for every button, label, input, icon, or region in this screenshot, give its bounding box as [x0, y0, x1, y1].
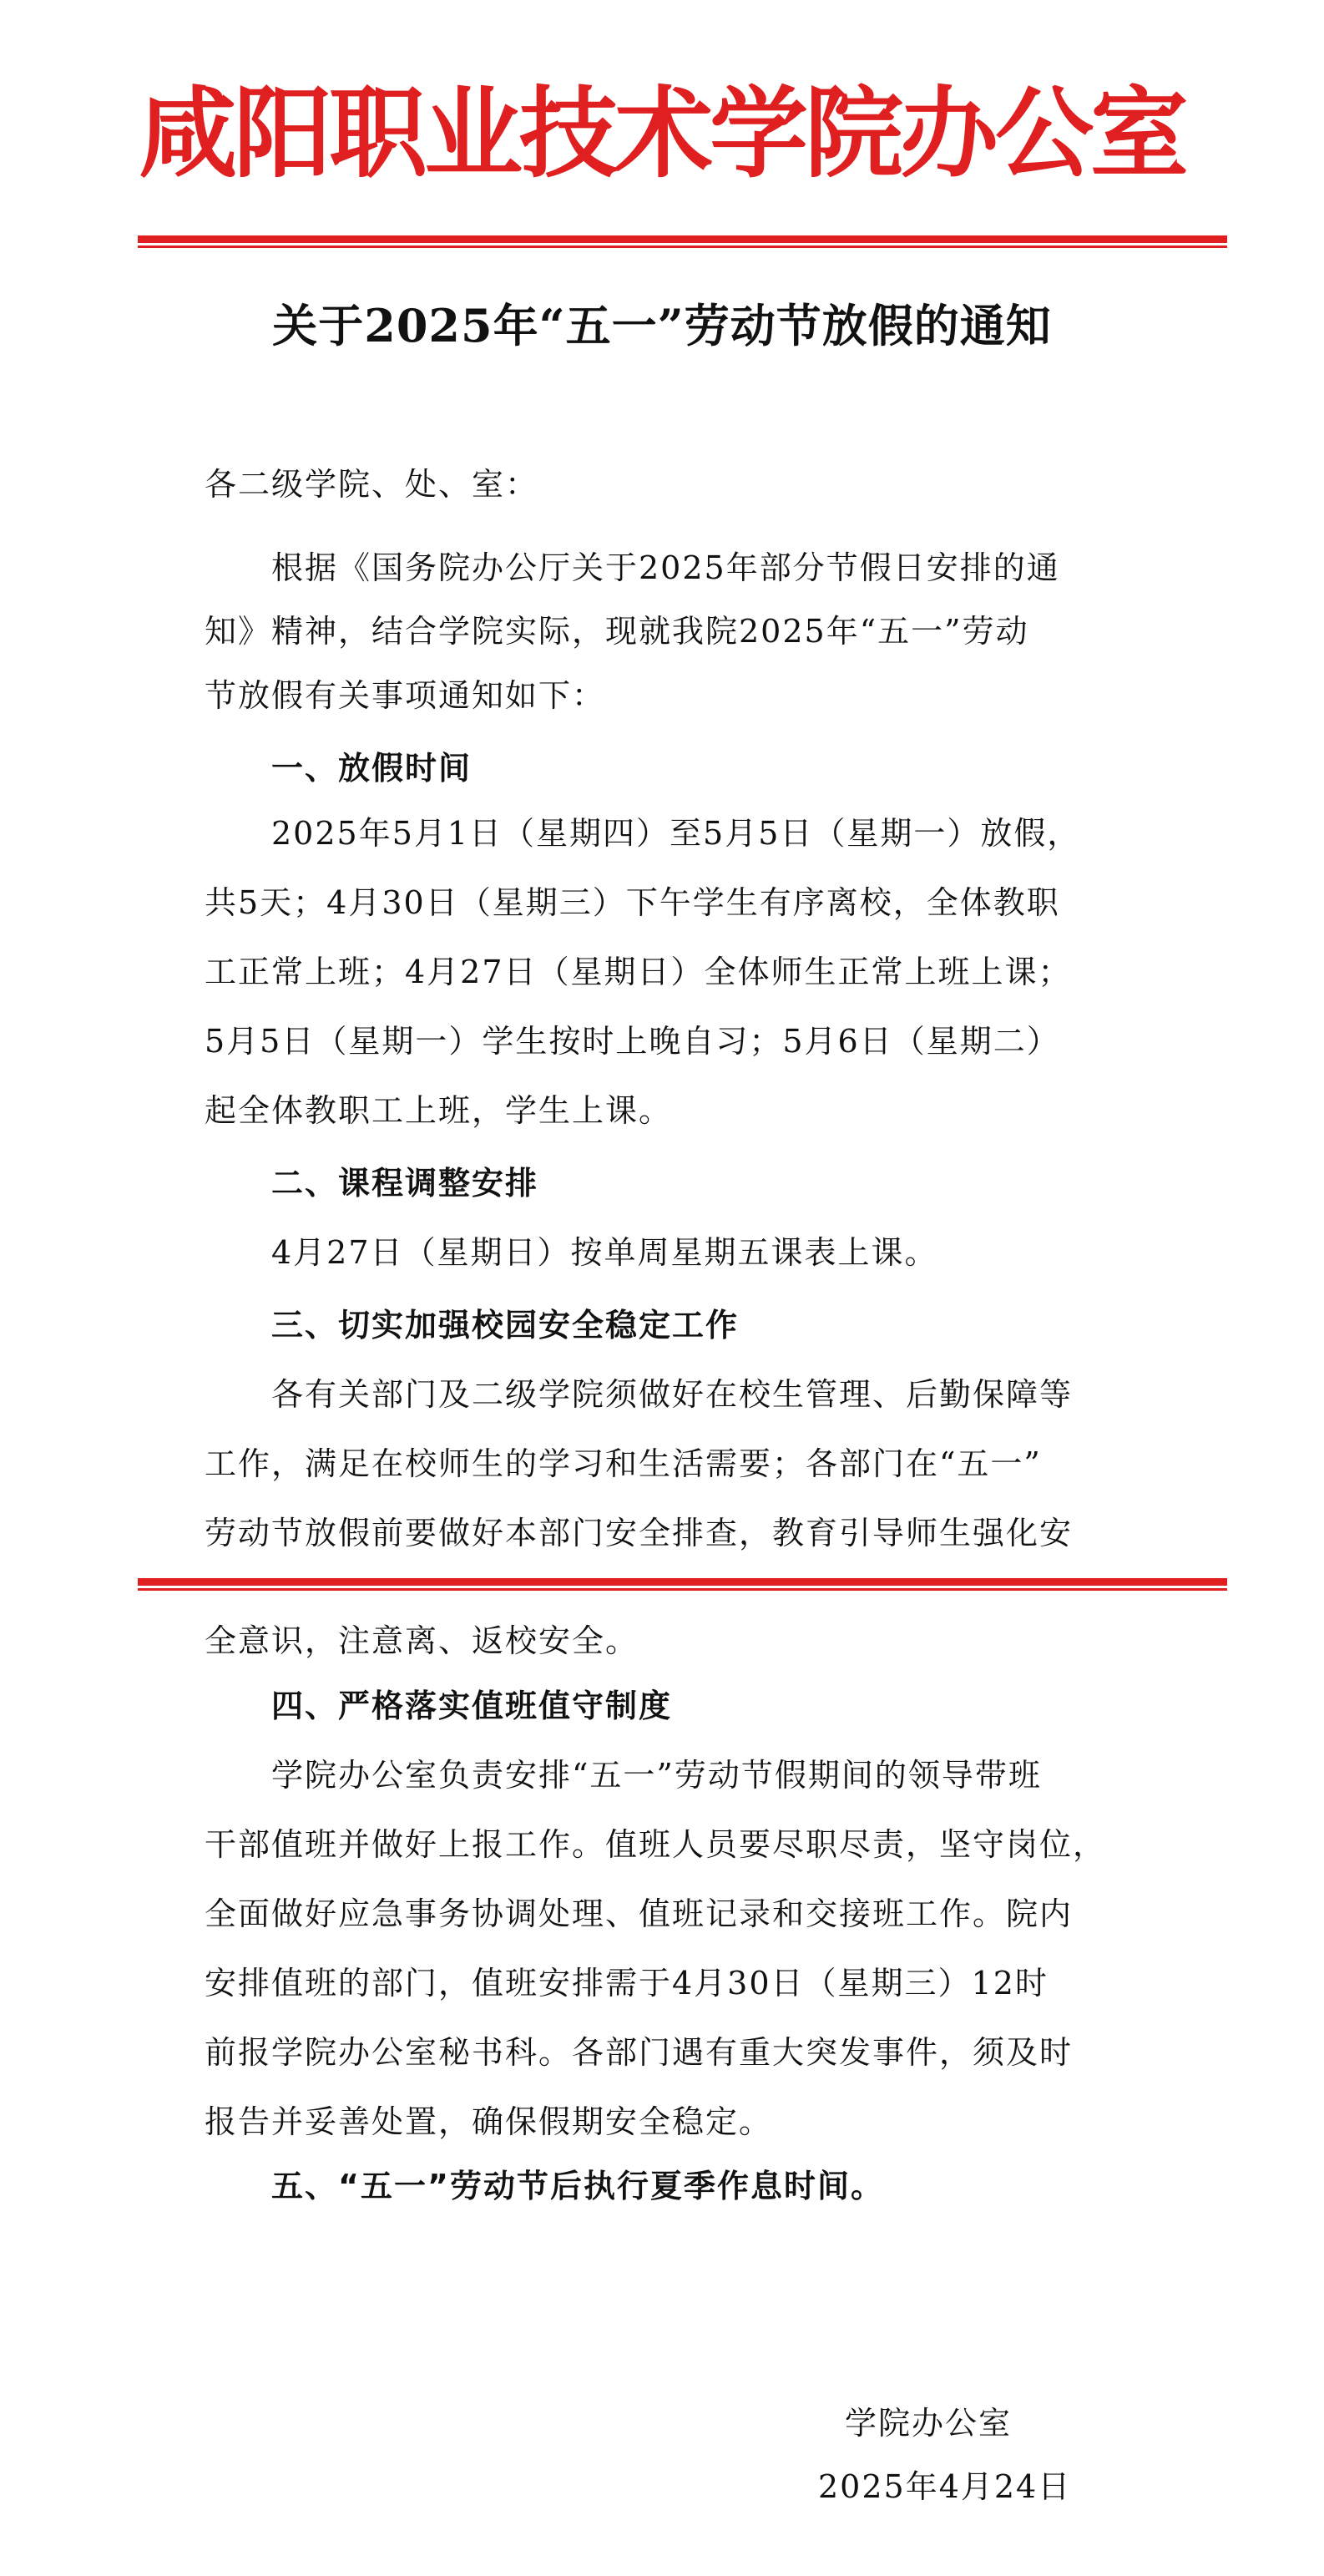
section-heading: 四、严格落实值班值守制度: [271, 1688, 673, 1724]
salutation: 各二级学院、处、室：: [205, 466, 539, 503]
header-red-rule: [138, 235, 1227, 249]
intro-line: 根据《国务院办公厅关于2025年部分节假日安排的通: [271, 549, 1060, 586]
body-line: 共5天；4月30日（星期三）下午学生有序离校，全体教职: [205, 884, 1060, 921]
section-heading: 一、放假时间: [271, 750, 472, 787]
body-line: 学院办公室负责安排“五一”劳动节假期间的领导带班: [271, 1757, 1042, 1794]
body-line: 4月27日（星期日）按单周星期五课表上课。: [271, 1234, 938, 1271]
body-line: 报告并妥善处置，确保假期安全稳定。: [205, 2103, 773, 2140]
fold-red-rule: [138, 1578, 1227, 1592]
signature-date: 2025年4月24日: [818, 2468, 1072, 2505]
body-line: 全意识，注意离、返校安全。: [205, 1622, 639, 1659]
notice-title: 关于2025年“五一”劳动节放假的通知: [272, 299, 1052, 352]
section-heading: 五、“五一”劳动节后执行夏季作息时间。: [271, 2168, 884, 2204]
intro-line: 知》精神，结合学院实际，现就我院2025年“五一”劳动: [205, 613, 1029, 650]
body-line: 工正常上班；4月27日（星期日）全体师生正常上班上课；: [205, 954, 1072, 990]
signature-issuer: 学院办公室: [845, 2405, 1013, 2442]
body-line: 干部值班并做好上报工作。值班人员要尽职尽责，坚守岗位，: [205, 1826, 1107, 1863]
body-line: 各有关部门及二级学院须做好在校生管理、后勤保障等: [271, 1376, 1074, 1413]
body-line: 前报学院办公室秘书科。各部门遇有重大突发事件，须及时: [205, 2034, 1074, 2071]
body-line: 全面做好应急事务协调处理、值班记录和交接班工作。院内: [205, 1895, 1074, 1932]
body-line: 起全体教职工上班，学生上课。: [205, 1092, 673, 1129]
body-line: 5月5日（星期一）学生按时上晚自习；5月6日（星期二）: [205, 1023, 1060, 1060]
body-line: 2025年5月1日（星期四）至5月5日（星期一）放假，: [271, 815, 1081, 852]
intro-line: 节放假有关事项通知如下：: [205, 677, 606, 714]
masthead-org-name: 咸阳职业技术学院办公室: [138, 75, 1185, 191]
body-line: 安排值班的部门，值班安排需于4月30日（星期三）12时: [205, 1965, 1049, 2002]
body-line: 劳动节放假前要做好本部门安全排查，教育引导师生强化安: [205, 1515, 1074, 1551]
body-line: 工作，满足在校师生的学习和生活需要；各部门在“五一”: [205, 1445, 1042, 1482]
section-heading: 二、课程调整安排: [271, 1165, 539, 1202]
section-heading: 三、切实加强校园安全稳定工作: [271, 1307, 740, 1344]
